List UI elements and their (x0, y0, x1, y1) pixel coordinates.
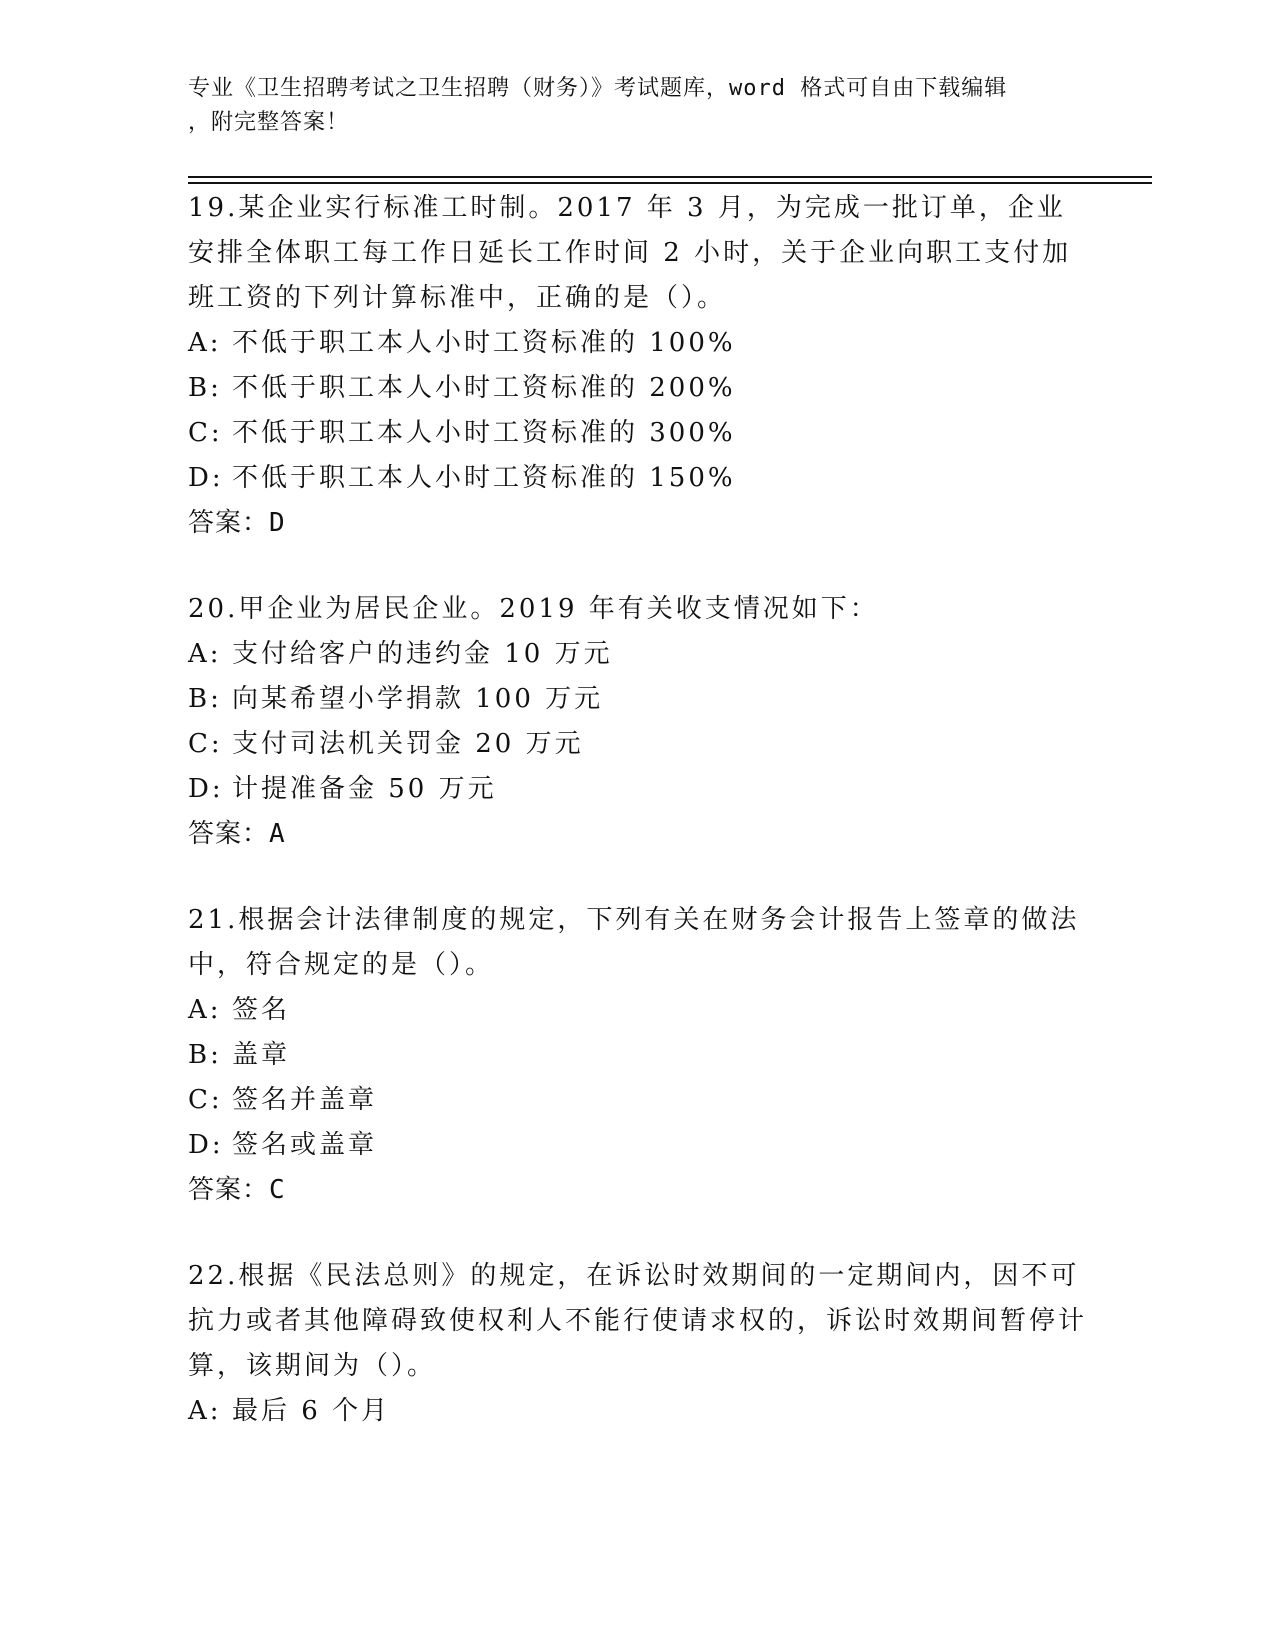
question-20 (188, 587, 1088, 857)
question-21 (188, 898, 1088, 1213)
option-d (188, 456, 1088, 501)
option-a (188, 1389, 1088, 1434)
option-text: 签名 (232, 995, 291, 1025)
document-header (188, 72, 1088, 140)
question-19 (188, 186, 1088, 546)
option-d (188, 1123, 1088, 1168)
option-text: 支付给客户的违约金 10 万元 (232, 639, 613, 669)
option-a (188, 632, 1088, 677)
option-key: B: (188, 373, 222, 403)
option-key: D: (188, 463, 224, 493)
option-key: A: (188, 328, 222, 358)
option-text: 盖章 (232, 1040, 291, 1070)
option-text: 不低于职工本人小时工资标准的 150% (232, 463, 736, 493)
option-key: D: (188, 774, 224, 804)
option-text: 不低于职工本人小时工资标准的 300% (232, 418, 736, 448)
header-line-1: 专业《卫生招聘考试之卫生招聘（财务）》考试题库，word 格式可自由下载编辑 (188, 76, 1008, 101)
option-text: 向某希望小学捐款 100 万元 (232, 684, 604, 714)
option-key: A: (188, 1396, 222, 1426)
option-text: 支付司法机关罚金 20 万元 (232, 729, 584, 759)
question-list (188, 186, 1088, 1475)
option-key: D: (188, 1130, 224, 1160)
option-c (188, 1078, 1088, 1123)
option-b (188, 677, 1088, 722)
question-text: 19.某企业实行标准工时制。2017 年 3 月，为完成一批订单，企业安排全体职工每工作日延长工作时间 2 小时，关于企业向职工支付加班工资的下列计算标准中，正确的是（）。 (188, 193, 1072, 313)
option-key: B: (188, 1040, 222, 1070)
answer: 答案：C (188, 1175, 286, 1205)
option-b (188, 1033, 1088, 1078)
option-c (188, 722, 1088, 767)
option-key: C: (188, 729, 223, 759)
question-text: 20.甲企业为居民企业。2019 年有关收支情况如下： (188, 594, 879, 624)
option-key: A: (188, 995, 222, 1025)
question-text: 22.根据《民法总则》的规定，在诉讼时效期间的一定期间内，因不可抗力或者其他障碍致使权利人不能行使请求权的，诉讼时效期间暂停计算，该期间为（）。 (188, 1261, 1088, 1381)
option-c (188, 411, 1088, 456)
option-key: C: (188, 1085, 223, 1115)
option-text: 不低于职工本人小时工资标准的 200% (232, 373, 736, 403)
header-rule-bottom (188, 182, 1152, 184)
option-text: 不低于职工本人小时工资标准的 100% (232, 328, 736, 358)
answer: 答案：D (188, 508, 286, 538)
answer: 答案：A (188, 819, 286, 849)
option-text: 最后 6 个月 (232, 1396, 391, 1426)
option-d (188, 767, 1088, 812)
header-rule-top (188, 176, 1152, 178)
option-key: B: (188, 684, 222, 714)
option-a (188, 321, 1088, 366)
option-b (188, 366, 1088, 411)
option-key: C: (188, 418, 223, 448)
question-text: 21.根据会计法律制度的规定，下列有关在财务会计报告上签章的做法中，符合规定的是（）。 (188, 905, 1080, 980)
option-a (188, 988, 1088, 1033)
option-text: 签名或盖章 (232, 1130, 378, 1160)
option-key: A: (188, 639, 222, 669)
header-line-2: ，附完整答案！ (188, 110, 350, 135)
option-text: 计提准备金 50 万元 (232, 774, 497, 804)
question-22 (188, 1254, 1088, 1434)
option-text: 签名并盖章 (232, 1085, 378, 1115)
